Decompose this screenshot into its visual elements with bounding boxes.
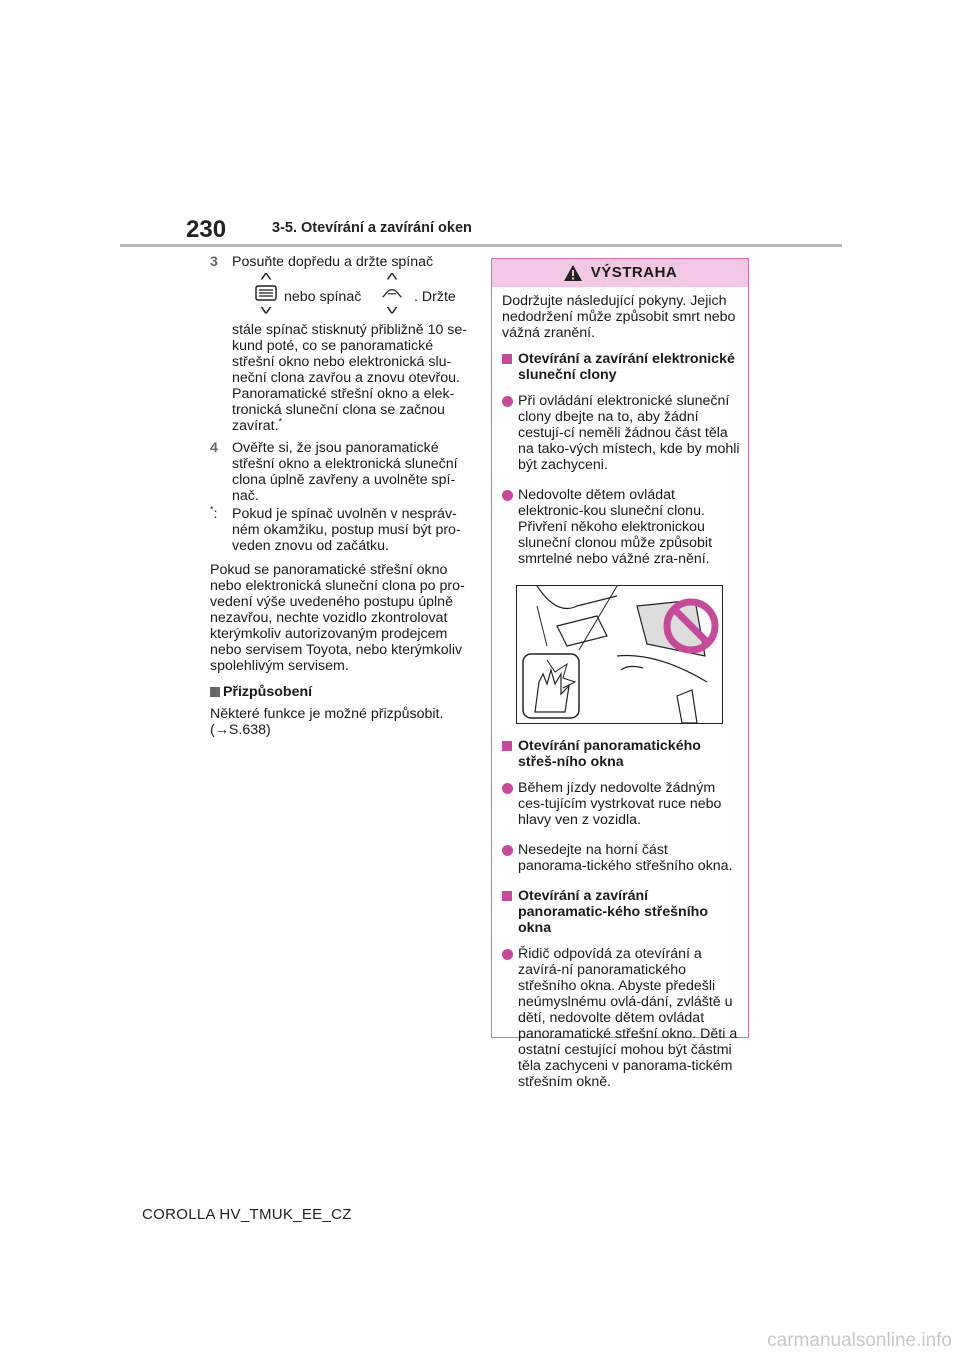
switch-icons-row [232, 270, 474, 322]
footnote [210, 506, 474, 554]
roof-window-switch-icon [378, 270, 406, 316]
bullet-dot-icon [502, 783, 513, 794]
warning-item: Nesedejte na horní část panorama-tického střešního okna. [502, 842, 740, 874]
warning-title: VÝSTRAHA [590, 264, 678, 281]
customization-heading: Přizpůsobení [210, 684, 474, 700]
chevron-down-icon: ˅ [385, 302, 399, 318]
section-title: 3-5. Otevírání a zavírání oken [272, 220, 472, 236]
footnote-mark: *: [210, 504, 218, 522]
paragraph: Pokud se panoramatické střešní okno nebo elektronická sluneční clona po pro-vedení výše uvedeného postupu úplně nezavřou, nechte vozidlo zkontrolovat kterýmkoliv autorizovaným prodejcem nebo servisem Toyota, nebo kterýmkoliv spolehlivým servisem. [210, 562, 465, 674]
bullet-dot-icon [502, 396, 513, 407]
watermark: carmanualsonline.info [767, 1330, 952, 1351]
step-3 [210, 254, 474, 270]
warning-triangle-icon [563, 264, 583, 282]
footnote-ref: * [278, 416, 283, 427]
square-bullet-icon [210, 687, 220, 697]
prohibited-hand-illustration [516, 585, 723, 724]
or-switch-text: nebo spínač [284, 289, 362, 305]
chevron-up-icon: ˄ [385, 268, 399, 284]
warning-item: Při ovládání elektronické sluneční clony dbejte na to, aby žádní cestují-cí neměli žádnou část těla na tako-vých místech, kde by mohli být zachyceni. [502, 393, 740, 473]
warning-section-roof-open-close: Otevírání a zavírání panoramatic-kého střešního okna [502, 888, 740, 936]
sunshade-switch-icon [252, 270, 280, 316]
step-number: 3 [210, 254, 218, 270]
left-column [210, 254, 474, 738]
page-number: 230 [186, 216, 227, 243]
chevron-down-icon: ˅ [259, 302, 273, 318]
footnote-text: Pokud je spínač uvolněn v nespráv-ném okamžiku, postup musí být pro-veden znovu od začátku. [232, 506, 461, 554]
step-number: 4 [210, 440, 218, 456]
warning-box [491, 258, 749, 1090]
header-divider [120, 244, 842, 247]
step-3-body-text: stále spínač stisknutý přibližně 10 se-kund poté, co se panoramatické střešní okno nebo elektronická slu-neční clona zavřou a znovu otevřou. Panoramatické střešní okno a elek-tronická sluneční clona se začnou zavírat. [232, 322, 467, 434]
warning-item: Řidič odpovídá za otevírání a zavírá-ní panoramatického střešního okna. Abyste předešli neúmyslnému ovlá-dání, zvláště u dětí, nedovolte dětem ovládat panoramatické střešní okno. Děti a ostatní cestující mohou být částmi těla zachyceni v panorama-tickém střešním okně. [502, 946, 740, 1090]
bullet-dot-icon [502, 845, 513, 856]
bullet-dot-icon [502, 949, 513, 960]
step-3-body [210, 322, 474, 434]
warning-header [492, 259, 748, 287]
page-reference-link[interactable]: (→S.638) [210, 722, 271, 738]
warning-item: Během jízdy nedovolte žádným ces-tujícím vystrkovat ruce nebo hlavy ven z vozidla. [502, 780, 740, 828]
warning-section-roof-open: Otevírání panoramatického střeš-ního okna [502, 738, 740, 770]
warning-item: Nedovolte dětem ovládat elektronic-kou sluneční clonu. Přivření někoho elektronickou sluneční clonou může způsobit smrtelné nebo vážné zra-nění. [502, 487, 740, 567]
customization-text: Některé funkce je možné přizpůsobit. (→S.638) [210, 706, 444, 738]
warning-body [492, 287, 748, 1090]
step-4 [210, 440, 474, 504]
hold-text: . Držte [414, 289, 456, 305]
chevron-up-icon: ˄ [259, 268, 273, 284]
footer-model: COROLLA HV_TMUK_EE_CZ [142, 1206, 352, 1223]
warning-intro: Dodržujte následující pokyny. Jejich nedodržení může způsobit smrt nebo vážná zranění. [502, 293, 736, 341]
bullet-dot-icon [502, 490, 513, 501]
warning-section-sunshade: Otevírání a zavírání elektronické sluneční clony [502, 351, 740, 383]
step-4-text: Ověřte si, že jsou panoramatické střešní okno a elektronická sluneční clona úplně zavřeny a uvolněte spí-nač. [232, 440, 458, 504]
step-3-line1: Posuňte dopředu a držte spínač [232, 254, 434, 270]
